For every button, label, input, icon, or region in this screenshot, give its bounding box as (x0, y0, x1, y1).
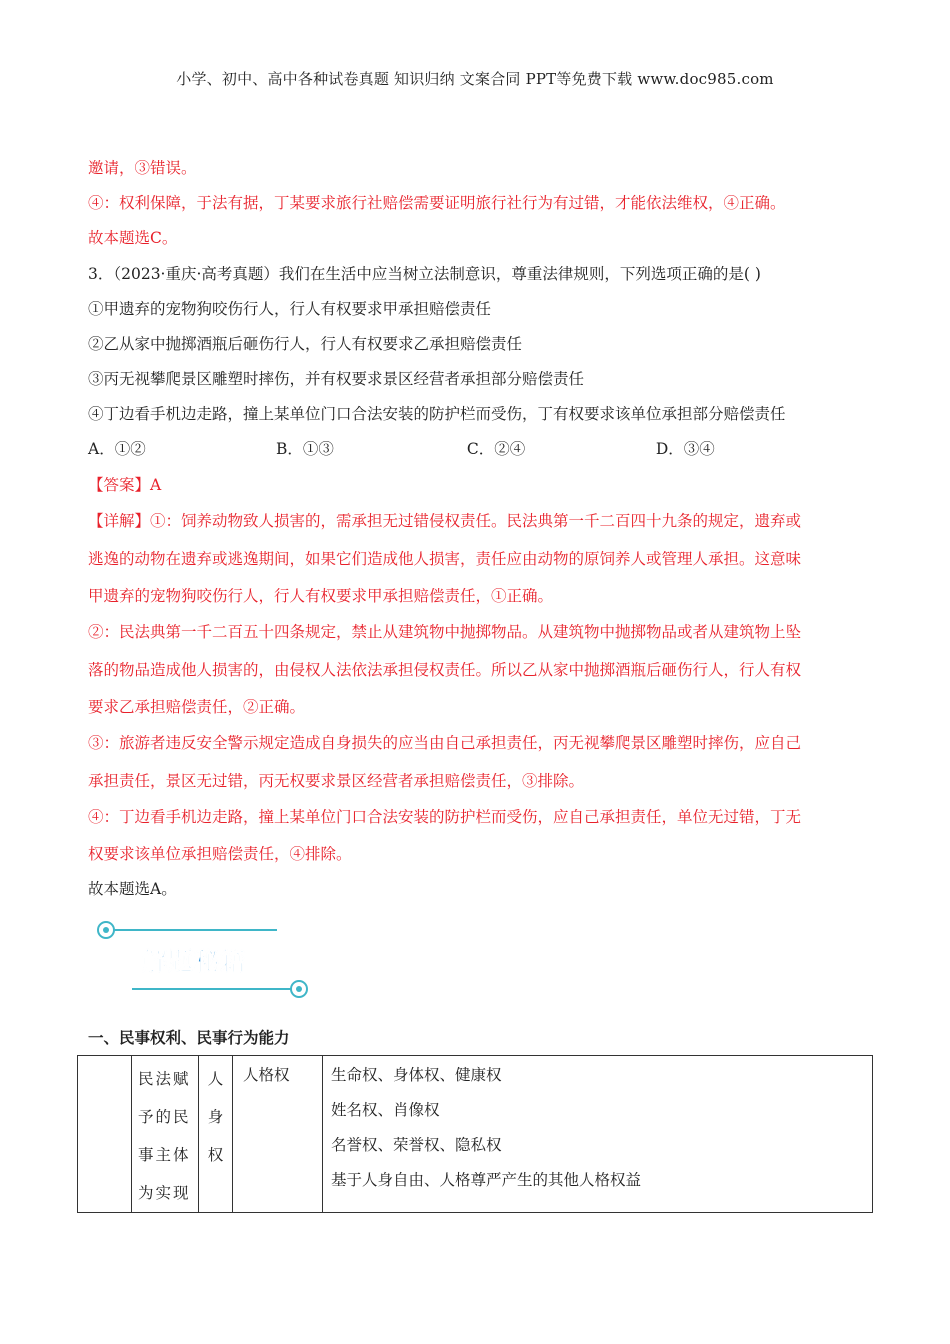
personal-rights-char-3: 权 (207, 1146, 224, 1164)
solution-tips-badge (92, 912, 317, 1004)
page-header: 小学、初中、高中各种试卷真题 知识归纳 文案合同 PPT等免费下载 www.doc985.com (176, 70, 774, 88)
detail-line-8: 承担责任，景区无过错，丙无权要求景区经营者承担赔偿责任，③排除。 (88, 772, 585, 790)
table-subject-cell (132, 1056, 199, 1213)
question-item-4: ④丁边看手机边走路，撞上某单位门口合法安装的防护栏而受伤，丁有权要求该单位承担部分赔偿责任 (88, 405, 786, 423)
option-c: C．②④ (466, 440, 526, 458)
badge-text: 解题秘籍 (142, 947, 247, 976)
detail-conclusion: 故本题选A。 (88, 880, 177, 898)
rights-list-item: 基于人身自由、人格尊严产生的其他人格权益 (331, 1171, 642, 1189)
detail-line-2: 逃逸的动物在遗弃或逃逸期间，如果它们造成他人损害，责任应由动物的原饲养人或管理人承担。这意味 (88, 550, 802, 568)
question-item-2: ②乙从家中抛掷酒瓶后砸伤行人，行人有权要求乙承担赔偿责任 (88, 335, 523, 353)
detail-line-5: 落的物品造成他人损害的，由侵权人法依法承担侵权责任。所以乙从家中抛掷酒瓶后砸伤行人，行人有权 (88, 661, 802, 679)
answer-label: 【答案】A (88, 476, 162, 494)
detail-line-6: 要求乙承担赔偿责任，②正确。 (88, 698, 306, 716)
table-personality-rights-cell (233, 1056, 323, 1213)
subject-text-2: 予的民 (138, 1108, 191, 1126)
rights-list-item: 姓名权、肖像权 (331, 1101, 440, 1119)
personal-rights-char-2: 身 (207, 1108, 224, 1126)
detail-line-10: 权要求该单位承担赔偿责任，④排除。 (88, 845, 352, 863)
answer-options (88, 439, 715, 459)
detail-line-3: 甲遗弃的宠物狗咬伤行人，行人有权要求甲承担赔偿责任，①正确。 (88, 587, 554, 605)
section-title: 一、民事权利、民事行为能力 (88, 1029, 290, 1047)
table-rights-list-cell (323, 1056, 873, 1213)
prev-line-2: ④：权利保障，于法有据，丁某要求旅行社赔偿需要证明旅行社行为有过错，才能依法维权，④正确。 (88, 194, 786, 212)
civil-rights-table (77, 1055, 873, 1213)
detail-line-4: ②：民法典第一千二百五十四条规定，禁止从建筑物中抛掷物品。从建筑物中抛掷物品或者从建筑物上坠 (88, 623, 802, 641)
personal-rights-char-1: 人 (207, 1070, 224, 1088)
prev-conclusion: 故本题选C。 (88, 229, 178, 247)
subject-text-3: 事主体 (138, 1146, 191, 1164)
detail-line-7: ③：旅游者违反安全警示规定造成自身损失的应当由自己承担责任，丙无视攀爬景区雕塑时摔伤，应自己 (88, 734, 802, 752)
subject-text-4: 为实现 (138, 1184, 191, 1202)
personality-rights-label: 人格权 (243, 1066, 290, 1084)
question-item-1: ①甲遗弃的宠物狗咬伤行人，行人有权要求甲承担赔偿责任 (88, 300, 492, 318)
option-a: A．①② (88, 440, 146, 458)
rights-list-item: 名誉权、荣誉权、隐私权 (331, 1136, 502, 1154)
rights-list-item: 生命权、身体权、健康权 (331, 1066, 502, 1084)
option-b: B．①③ (275, 440, 334, 458)
prev-line-1: 邀请，③错误。 (88, 159, 197, 177)
table-personal-rights-cell (199, 1056, 233, 1213)
question-stem: 3．（2023·重庆·高考真题）我们在生活中应当树立法制意识，尊重法律规则，下列选项正确的是( ) (88, 265, 761, 283)
detail-line-9: ④：丁边看手机边走路，撞上某单位门口合法安装的防护栏而受伤，应自己承担责任，单位无过错，丁无 (88, 808, 802, 826)
detail-line-1: 【详解】①：饲养动物致人损害的，需承担无过错侵权责任。民法典第一千二百四十九条的规定，遗弃或 (88, 512, 802, 530)
question-item-3: ③丙无视攀爬景区雕塑时摔伤，并有权要求景区经营者承担部分赔偿责任 (88, 370, 585, 388)
subject-text-1: 民法赋 (138, 1070, 191, 1088)
option-d: D．③④ (655, 440, 715, 458)
table-blank-cell (78, 1056, 132, 1213)
